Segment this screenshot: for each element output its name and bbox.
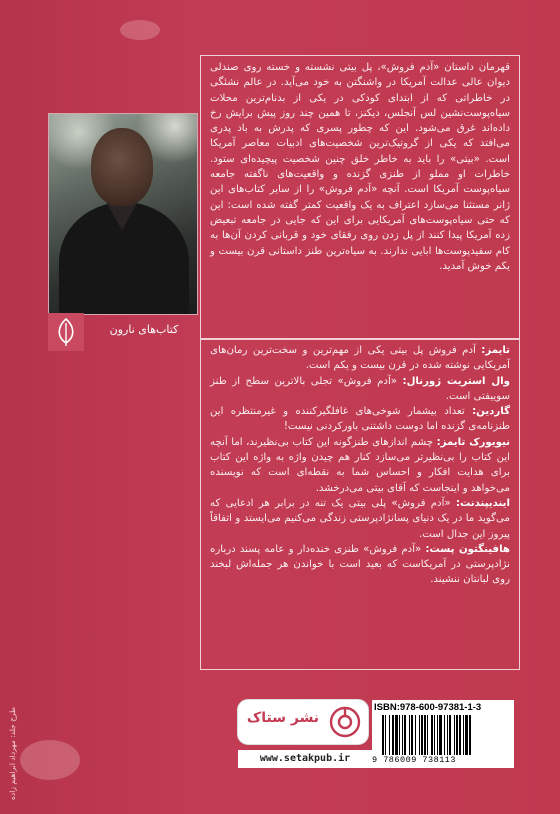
review-body: چشم اندازهای طنزگونه این کتاب بی‌نظیرند، اما آنچه این کتاب را بی‌نظیرتر می‌سازد کنار هم چیدن واژه به واژه این کتاب برای هدایت افکار و احساس شما به نقطه‌ای است که نویسنده می‌خواهد و اینجاست که آقای بیتی می‌درخشد. [210, 436, 510, 494]
review-source: هافینگتون پست: [425, 543, 510, 555]
leaf-icon [48, 313, 84, 351]
review-source: گاردین: [472, 406, 510, 418]
review-source: نیویورک تایمز: [436, 436, 510, 448]
synopsis-text: قهرمان داستان «آدم فروش»، پل بیتی نشسته و خسته روی صندلی دیوان عالی عدالت آمریکا در واشنگتن به خود می‌آید. در عالم نشئگی در خاطراتی که از ابتدای کودکی در یکی از بدنام‌ترین محلات سیاه‌پوست‌نشین لس آنجلس، دیکنز، تا همین چند روز پیش برایش رخ داده‌اند غرق می‌شود. این که چطور پسری که پدرش به باد پدری می‌افتد که یکی از گروتیک‌ترین شخصیت‌های ادبیات معاصر آمریکا است. «بیتی» را باید به خاطر خلق چنین شخصیت پیچیده‌ای ستود. خاطرات او مملو از طنزی گزنده و واقعیت‌های ناگفته جامعه سیاه‌پوست آمریکا است. آنچه «آدم فروش» را از سایر کتاب‌های این ژانر مستثنا می‌سازد اعتراف به یک واقعیت کمتر گفته شده است: این که حتی سیاه‌پوست‌های آمریکایی برای این که جایی در جامعه تبعیض زده آمریکا پیدا کنند از پل زدن روی رفقای خود و قربانی کردن آن‌ها به کام سفیدپوست‌ها ابایی ندارند. به سیاه‌ترین طنز داستانی قرن بیست و یکم خوش آمدید. [210, 62, 510, 272]
review-body: «آدم فروش» پلی بیتی یک تنه در برابر هر ادعایی که می‌گوید ما در یک دنیای پسانژادپرستی زندگی می‌کنیم می‌ایستد و اتفاقاً پیروز این جدال است. [210, 497, 510, 540]
review-times [210, 345, 510, 371]
cover-scuff [120, 20, 160, 40]
series-badge [48, 313, 196, 351]
review-source: وال استریت ژورنال: [402, 375, 510, 387]
review-nyt [210, 437, 510, 494]
cover-scuff [20, 740, 80, 780]
publisher-name: نشر ستاک [246, 710, 320, 726]
publisher-logo-box [238, 700, 368, 744]
review-independent [210, 498, 510, 540]
review-guardian [210, 406, 510, 432]
review-body: آدم فروش پل بیتی یکی از مهم‌ترین و سخت‌ترین رمان‌های آمریکایی نوشته شده در قرن بیست و یکم است. [210, 345, 510, 372]
barcode-icon [382, 715, 510, 755]
review-body: «آدم فروش» طنزی خنده‌دار و عامه پسند درباره نژادپرستی در آمریکاست که بعید است با خواندن هر جمله‌اش لبخند روی لبانتان ننشیند. [210, 543, 510, 586]
author-photo [48, 113, 198, 315]
publisher-website: www.setakpub.ir [238, 750, 372, 768]
isbn-text: ISBN:978-600-97381-1-3 [374, 702, 482, 713]
barcode-sticker [372, 700, 514, 768]
review-source: ایندیپندنت: [455, 497, 510, 509]
ean-number: 9 786009 738113 [372, 755, 457, 765]
publisher-emblem-icon [328, 705, 362, 739]
review-source: تایمز: [481, 345, 510, 356]
reviews-text [210, 343, 510, 588]
review-body: «آدم فروش» تجلی بالاترین سطح از طنز سوییفتی است. [210, 375, 510, 402]
review-huffpost [210, 544, 510, 586]
series-label: کتاب‌های نارون [109, 323, 179, 336]
review-wsj [210, 376, 510, 402]
review-body: تعداد بیشمار شوخی‌های غافلگیرکننده و غیرمنتظره این طنزنامه‌ی گزنده اما دوست داشتنی باورکردنی نیست! [210, 406, 510, 433]
cover-design-credit: طرح جلد: مهرداد ابراهیم زاده [8, 706, 17, 800]
photo-figure-head [91, 128, 153, 206]
